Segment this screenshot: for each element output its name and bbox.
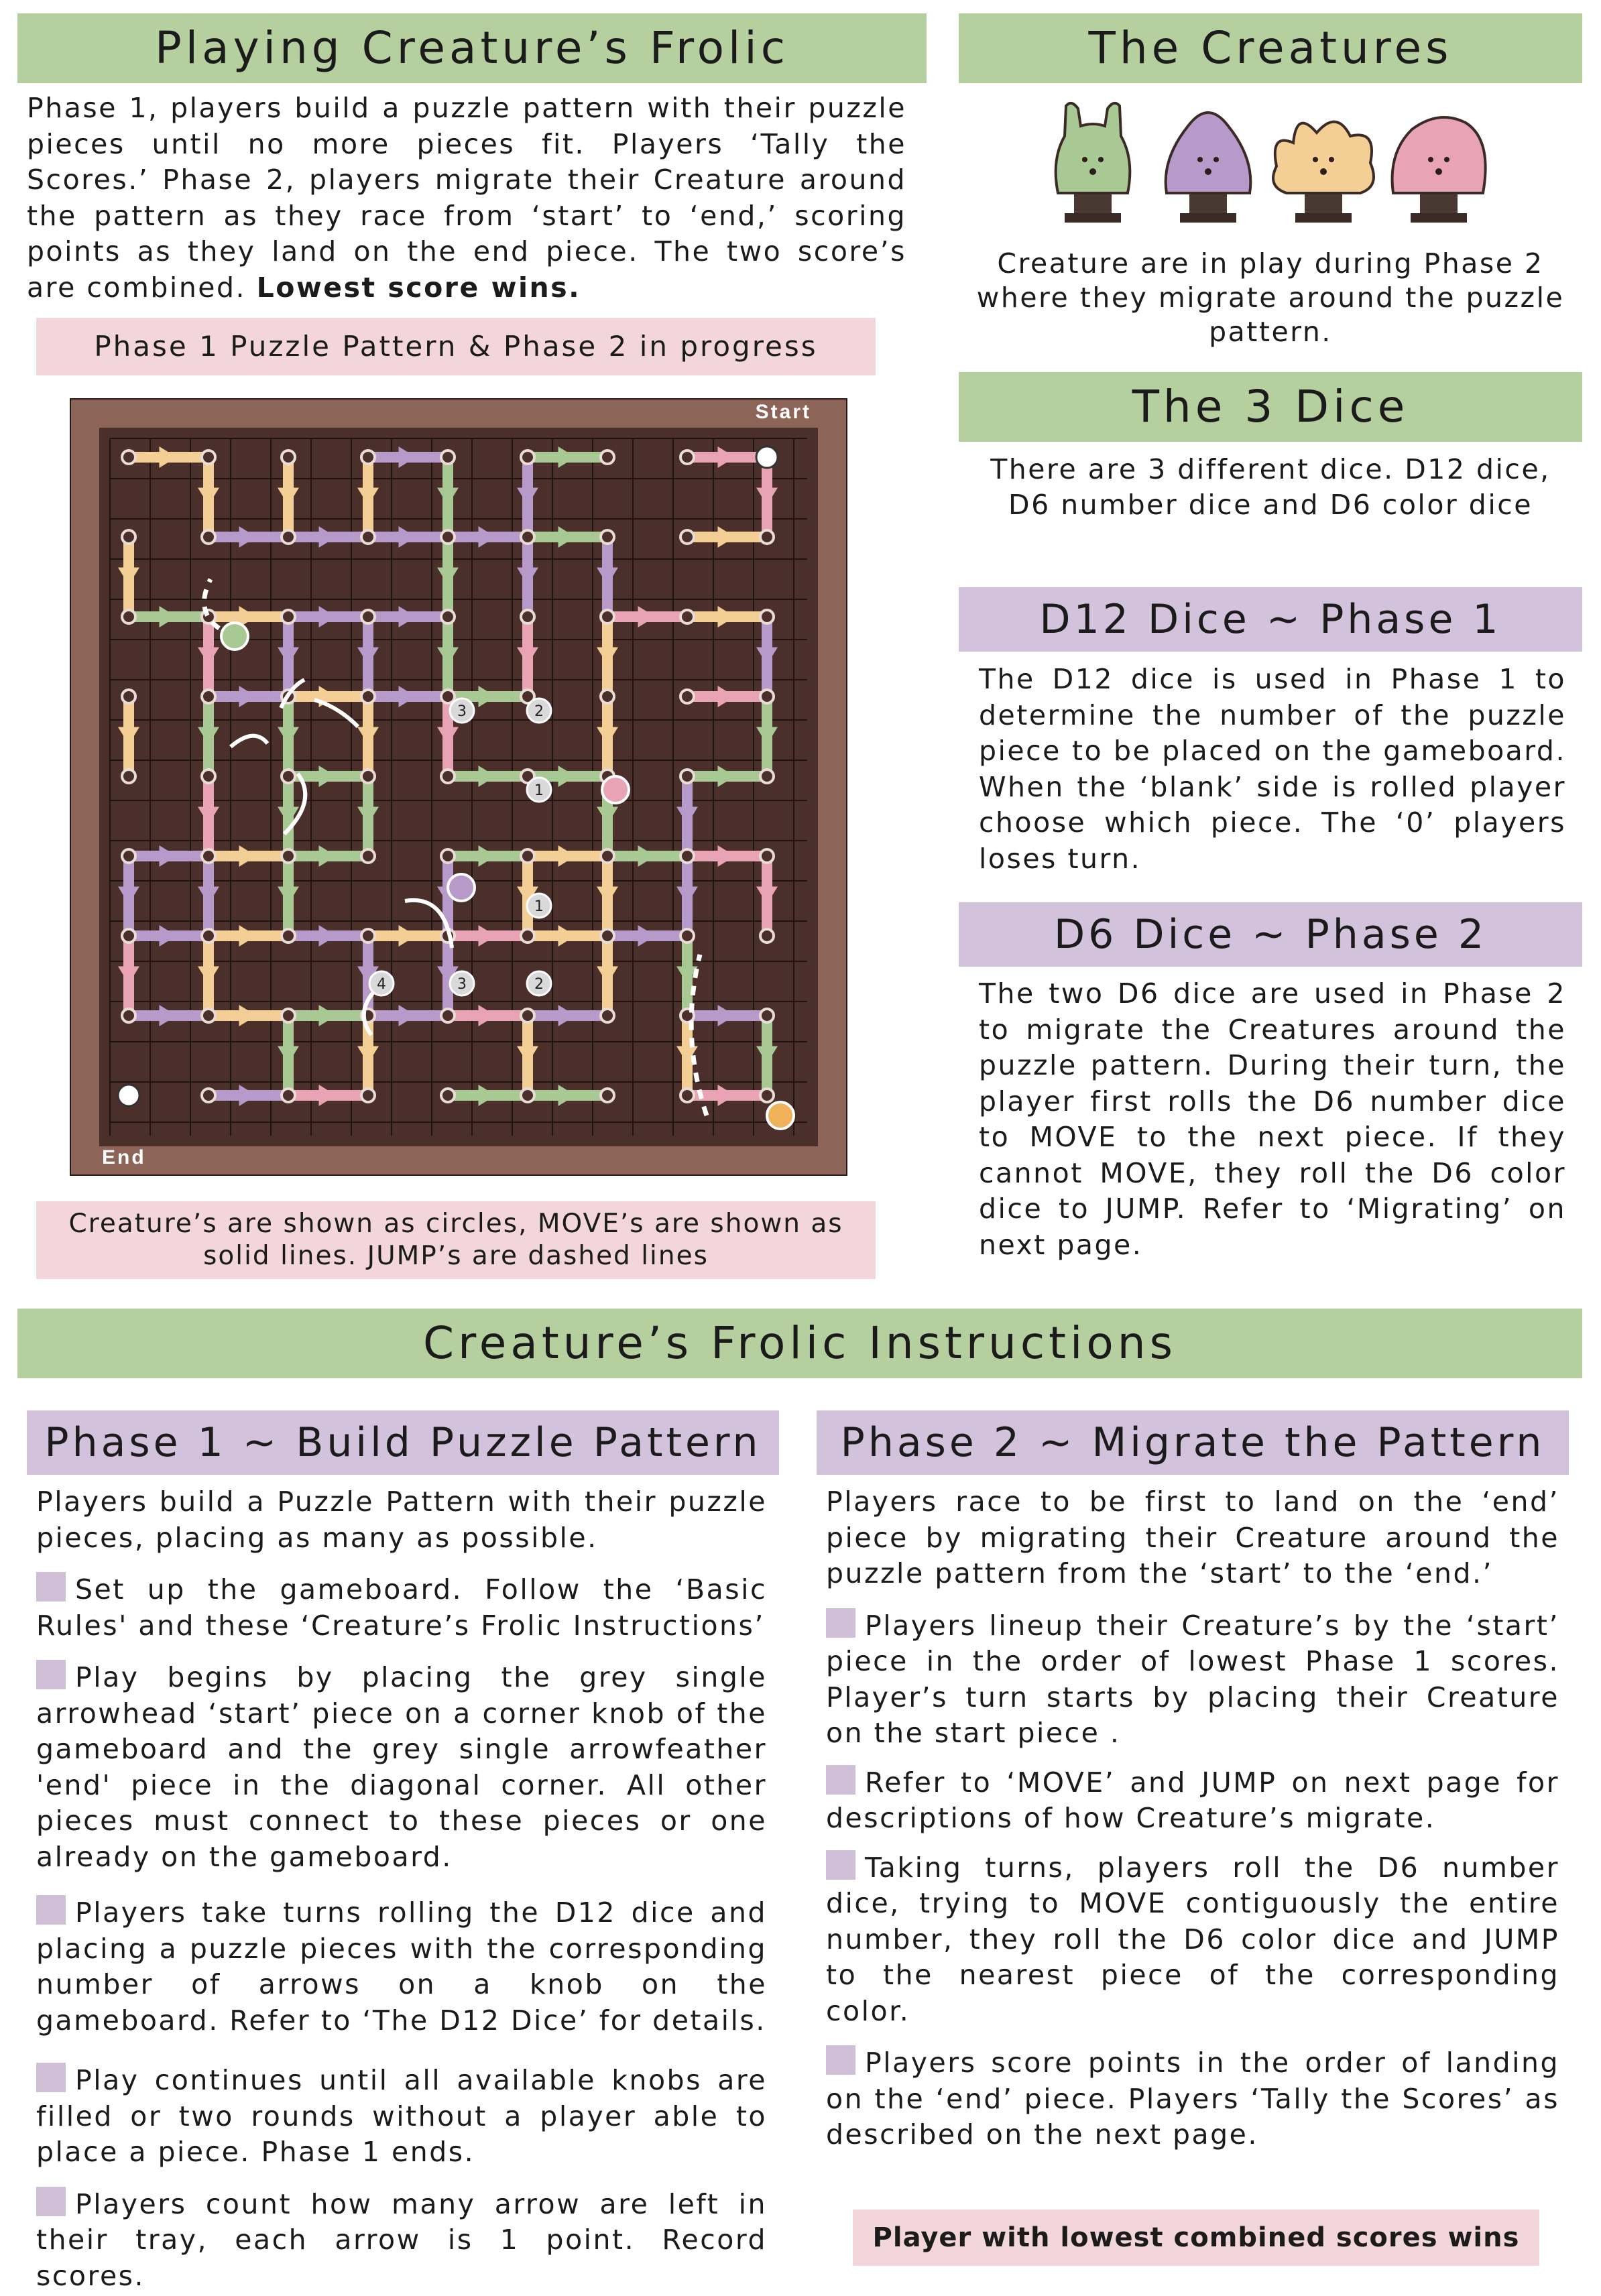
- board-knob: [282, 530, 295, 544]
- creature-marker: [448, 874, 475, 901]
- board-knob: [521, 849, 534, 863]
- board-knob: [680, 770, 694, 783]
- phase1-step: [36, 1895, 767, 2039]
- board-knob: [601, 450, 614, 464]
- playing-header: [17, 13, 927, 83]
- winner-banner: [853, 2210, 1539, 2266]
- board-knob: [760, 690, 774, 703]
- board-knob: [361, 450, 375, 464]
- bullet-square-icon: [36, 1572, 66, 1602]
- phase1-step-text: Players take turns rolling the D12 dice and placing a puzzle pieces with the corresponding number of arrows on a knob on the gameboard. Refer to ‘The D12 Dice’ for details.: [36, 1896, 767, 2037]
- d12-title: D12 Dice ~ Phase 1: [1039, 596, 1502, 643]
- creature-figures-drawing: [1046, 93, 1515, 235]
- green-creature-icon: [1056, 103, 1130, 223]
- board-end-label: End: [102, 1146, 146, 1168]
- end-piece: [118, 1085, 139, 1106]
- board-knob: [441, 770, 455, 783]
- move-number-label: 1: [534, 782, 544, 799]
- board-knob: [282, 770, 295, 783]
- phase1-header: [27, 1410, 779, 1475]
- board-knob: [441, 849, 455, 863]
- board-knob: [760, 770, 774, 783]
- board-knob: [760, 849, 774, 863]
- gameboard-drawing: [70, 398, 847, 1176]
- creature-figures: [1046, 93, 1515, 235]
- bullet-square-icon: [36, 2187, 66, 2216]
- board-knob: [601, 690, 614, 703]
- board-knob: [760, 1009, 774, 1022]
- board-knob: [202, 450, 215, 464]
- instructions-title: Creature’s Frolic Instructions: [423, 1317, 1177, 1369]
- phase1-title: Phase 1 ~ Build Puzzle Pattern: [44, 1419, 762, 1466]
- d12-header: [959, 587, 1582, 652]
- pink-creature-icon: [1392, 117, 1486, 223]
- board-knob: [680, 690, 694, 703]
- board-knob: [361, 929, 375, 943]
- board-knob: [521, 610, 534, 623]
- board-knob: [202, 929, 215, 943]
- playing-title: Playing Creature’s Frolic: [154, 22, 790, 74]
- phase1-step: [36, 1660, 767, 1875]
- d6-paragraph: [979, 976, 1566, 1263]
- yellow-creature-icon: [1273, 122, 1374, 223]
- board-knob: [202, 690, 215, 703]
- d6-text: The two D6 dice are used in Phase 2 to migrate the Creatures around the puzzle pattern. During their turn, the player first rolls the D6 number dice to MOVE to the next piece. If they cannot MOVE, they roll the D6 color dice to JUMP. Refer to ‘Migrating’ on next page.: [979, 977, 1566, 1261]
- board-knob: [202, 530, 215, 544]
- board-knob: [361, 530, 375, 544]
- creature-marker: [767, 1102, 794, 1129]
- board-knob: [601, 1089, 614, 1102]
- dice-header: [959, 372, 1582, 442]
- start-piece: [756, 446, 778, 468]
- intro-text: Phase 1, players build a puzzle pattern with their puzzle pieces until no more pieces fit. Players ‘Tally the Scores.’ Phase 2, players migrate their Creature around the pattern as they race from ‘start’ to ‘end,’ scoring points as they land on the end piece. The two score’s are combined.: [27, 92, 906, 304]
- board-knob: [282, 849, 295, 863]
- creatures-title: The Creatures: [1088, 22, 1453, 74]
- phase1-step-text: Players count how many arrow are left in their tray, each arrow is 1 point. Record scores.: [36, 2187, 767, 2292]
- board-knob: [282, 450, 295, 464]
- board-knob: [601, 929, 614, 943]
- board-knob: [680, 450, 694, 464]
- board-knob: [760, 610, 774, 623]
- bullet-square-icon: [36, 1895, 66, 1925]
- board-knob: [680, 530, 694, 544]
- d6-header: [959, 902, 1582, 967]
- bullet-square-icon: [826, 1608, 855, 1638]
- board-knob: [441, 610, 455, 623]
- phase2-body: [826, 1484, 1559, 2153]
- creatures-text: Creature are in play during Phase 2 where they migrate around the puzzle pattern.: [976, 247, 1565, 348]
- phase1-step: [36, 2187, 767, 2295]
- bullet-square-icon: [36, 2063, 66, 2092]
- creature-marker: [602, 776, 629, 803]
- board-knob: [122, 610, 135, 623]
- bullet-square-icon: [36, 1660, 66, 1689]
- board-knob: [361, 849, 375, 863]
- board-knob: [361, 1089, 375, 1102]
- board-knob: [601, 530, 614, 544]
- board-knob: [122, 770, 135, 783]
- winner-banner-text: Player with lowest combined scores wins: [872, 2222, 1520, 2253]
- board-knob: [202, 1089, 215, 1102]
- board-knob: [601, 1009, 614, 1022]
- phase1-step: [36, 1572, 767, 1644]
- board-knob: [521, 450, 534, 464]
- phase2-step-text: Players score points in the order of landing on the ‘end’ piece. Players ‘Tally the Scores’ as described on the next page.: [826, 2047, 1559, 2151]
- board-knob: [441, 450, 455, 464]
- board-knob: [760, 929, 774, 943]
- board-knob: [601, 610, 614, 623]
- phase2-header: [817, 1410, 1569, 1475]
- board-knob: [122, 530, 135, 544]
- phase2-step: [826, 2045, 1559, 2153]
- legend-caption-text: Creature’s are shown as circles, MOVE’s are shown as solid lines. JUMP’s are dashed lines: [68, 1209, 843, 1271]
- board-knob: [521, 1089, 534, 1102]
- d12-paragraph: [979, 662, 1566, 877]
- phase2-intro: Players race to be first to land on the ‘end’ piece by migrating their Creature around the puzzle pattern from the ‘start’ to the ‘end.’: [826, 1486, 1559, 1589]
- board-knob: [122, 690, 135, 703]
- phase1-step-text: Play begins by placing the grey single arrowhead ‘start’ piece on a corner knob of the gameboard and the grey single arrowfeather 'end' piece in the diagonal corner. All other pieces must connect to these pieces or one already on the gameboard.: [36, 1661, 767, 1873]
- board-knob: [680, 1089, 694, 1102]
- phase2-step-text: Refer to ‘MOVE’ and JUMP on next page for descriptions of how Creature’s migrate.: [826, 1766, 1559, 1834]
- purple-creature-icon: [1166, 113, 1251, 223]
- phase1-step-text: Play continues until all available knobs are filled or two rounds without a player able to place a piece. Phase 1 ends.: [36, 2064, 767, 2168]
- board-knob: [441, 690, 455, 703]
- creatures-header: [959, 13, 1582, 83]
- phase2-step: [826, 1765, 1559, 1837]
- board-knob: [441, 530, 455, 544]
- board-knob: [122, 849, 135, 863]
- move-number-label: 3: [457, 976, 467, 993]
- board-knob: [601, 849, 614, 863]
- phase2-step-text: Taking turns, players roll the D6 number dice, trying to MOVE contiguously the entire number, they roll the D6 color dice and JUMP to the nearest piece of the corresponding color.: [826, 1851, 1559, 2027]
- phase1-step-text: Set up the gameboard. Follow the ‘Basic Rules' and these ‘Creature’s Frolic Instructions’: [36, 1573, 767, 1642]
- move-number-label: 2: [534, 703, 544, 720]
- d6-title: D6 Dice ~ Phase 2: [1053, 911, 1488, 958]
- board-knob: [680, 849, 694, 863]
- d12-text: The D12 dice is used in Phase 1 to determine the number of the puzzle piece to be placed on the gameboard. When the ‘blank’ side is rolled player choose which piece. The ‘0’ players loses turn.: [979, 663, 1566, 875]
- board-knob: [441, 1089, 455, 1102]
- board-knob: [521, 530, 534, 544]
- board-knob: [202, 770, 215, 783]
- board-knob: [361, 770, 375, 783]
- board-knob: [361, 690, 375, 703]
- legend-caption: [36, 1201, 876, 1279]
- phase2-step: [826, 1608, 1559, 1752]
- phase1-intro: Players build a Puzzle Pattern with their puzzle pieces, placing as many as possible.: [36, 1486, 767, 1554]
- board-knob: [122, 929, 135, 943]
- board-knob: [760, 530, 774, 544]
- phase2-step: [826, 1850, 1559, 2030]
- bullet-square-icon: [826, 1850, 855, 1880]
- bullet-square-icon: [826, 2045, 855, 2075]
- board-knob: [282, 1009, 295, 1022]
- move-number-label: 1: [534, 898, 544, 915]
- board-knob: [361, 610, 375, 623]
- phase2-step-text: Players lineup their Creature’s by the ‘start’ piece in the order of lowest Phase 1 scores. Player’s turn starts by placing their Creature on the start piece .: [826, 1609, 1559, 1749]
- phase1-step: [36, 2063, 767, 2171]
- board-caption: [36, 318, 876, 375]
- board-knob: [122, 1009, 135, 1022]
- creature-marker: [221, 623, 248, 650]
- creatures-paragraph: [959, 247, 1582, 349]
- dice-paragraph: [986, 452, 1555, 523]
- intro-paragraph: [27, 90, 906, 306]
- board-knob: [680, 610, 694, 623]
- board-knob: [282, 929, 295, 943]
- dice-title: The 3 Dice: [1132, 381, 1409, 432]
- move-number-label: 2: [534, 976, 544, 993]
- board-knob: [521, 929, 534, 943]
- board-knob: [122, 450, 135, 464]
- gameboard: [70, 398, 847, 1176]
- phase2-title: Phase 2 ~ Migrate the Pattern: [840, 1419, 1545, 1466]
- phase1-body: [36, 1484, 767, 2294]
- board-knob: [282, 1089, 295, 1102]
- board-knob: [282, 610, 295, 623]
- board-knob: [202, 1009, 215, 1022]
- intro-bold-text: Lowest score wins.: [256, 271, 581, 304]
- board-start-label: Start: [755, 401, 811, 423]
- bullet-square-icon: [826, 1765, 855, 1795]
- board-knob: [521, 1009, 534, 1022]
- board-knob: [202, 849, 215, 863]
- move-number-label: 4: [377, 976, 386, 993]
- move-number-label: 3: [457, 703, 467, 720]
- instructions-header: [17, 1309, 1582, 1378]
- board-caption-text: Phase 1 Puzzle Pattern & Phase 2 in progress: [94, 330, 818, 363]
- board-knob: [760, 1089, 774, 1102]
- board-knob: [441, 1009, 455, 1022]
- board-knob: [680, 929, 694, 943]
- dice-text: There are 3 different dice. D12 dice, D6 number dice and D6 color dice: [990, 453, 1551, 521]
